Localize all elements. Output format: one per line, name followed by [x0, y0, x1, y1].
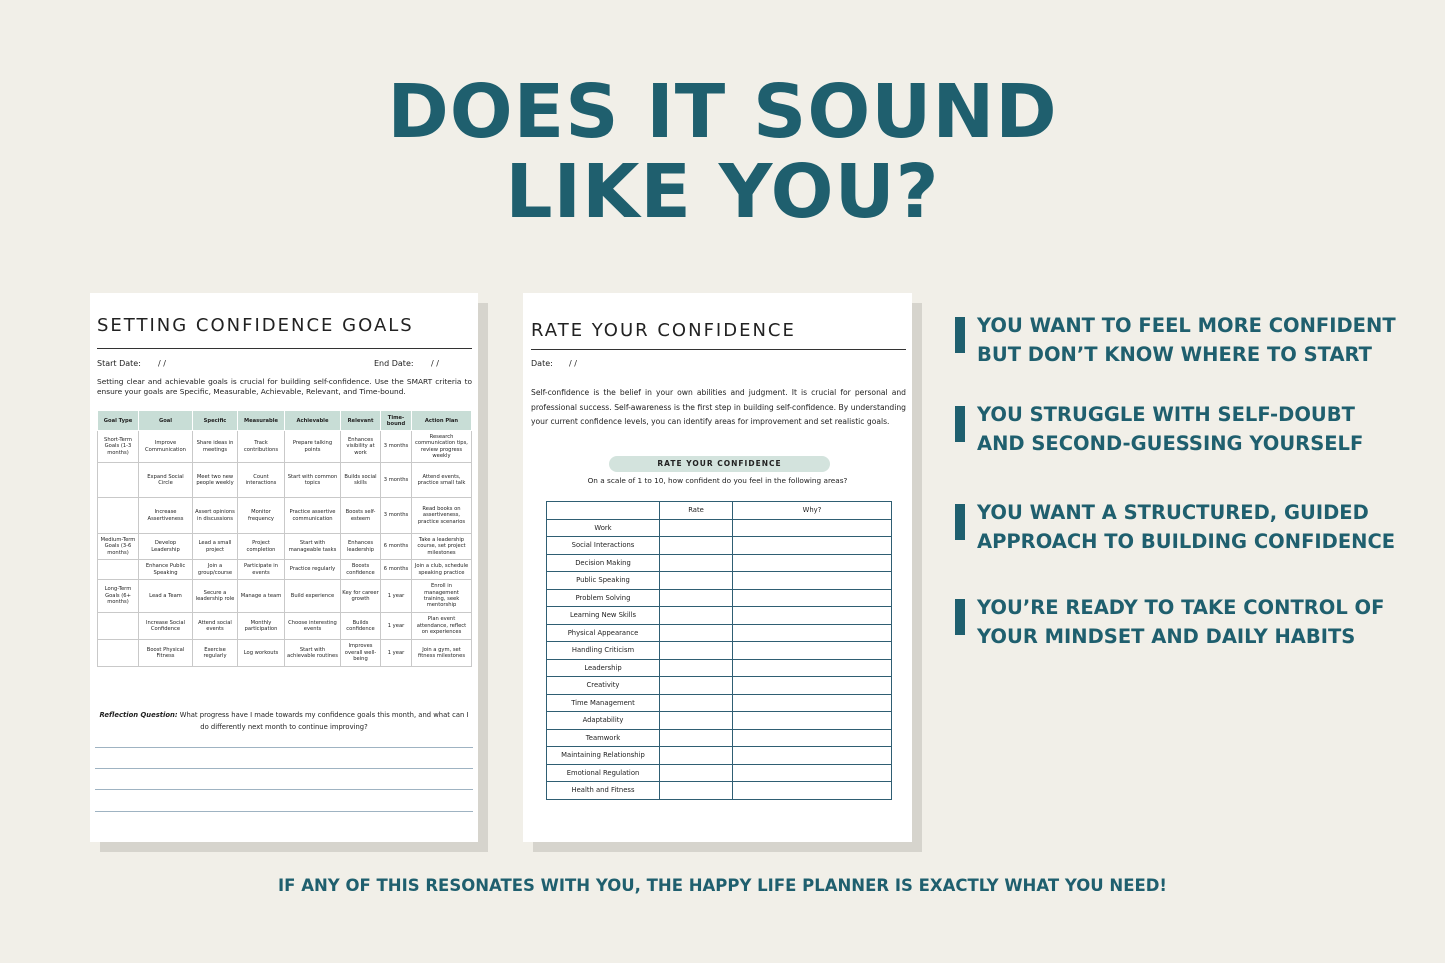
goals-column-header: Achievable [285, 411, 341, 431]
table-cell [98, 640, 139, 667]
table-cell: Builds confidence [341, 613, 381, 640]
table-cell: 3 months [381, 463, 412, 498]
table-row [547, 589, 892, 607]
table-cell: Choose interesting events [285, 613, 341, 640]
area-label: Problem Solving [547, 589, 660, 607]
table-row [547, 747, 892, 765]
table-cell: Log workouts [238, 640, 285, 667]
table-cell: Plan event attendance, reflect on experiences [412, 613, 472, 640]
rate-cell [660, 694, 733, 712]
rate-pill-heading: RATE YOUR CONFIDENCE [609, 456, 830, 472]
headline [0, 69, 1445, 235]
why-cell [733, 659, 892, 677]
table-cell: Short-Term Goals (1-3 months) [98, 431, 139, 463]
reflection-question [97, 709, 471, 733]
area-label: Decision Making [547, 554, 660, 572]
bullet-bar [955, 504, 965, 540]
table-cell: Secure a leadership role [193, 580, 238, 613]
area-label: Adaptability [547, 712, 660, 730]
table-row [547, 519, 892, 537]
why-cell [733, 554, 892, 572]
table-row [547, 712, 892, 730]
date-slashes: / / [569, 359, 577, 368]
why-cell [733, 782, 892, 800]
table-cell [98, 498, 139, 534]
table-cell: Build experience [285, 580, 341, 613]
end-date-slashes: / / [431, 359, 439, 368]
goals-worksheet-preview [90, 293, 478, 842]
writing-line [95, 789, 473, 790]
table-row [547, 659, 892, 677]
why-cell [733, 589, 892, 607]
area-label: Learning New Skills [547, 607, 660, 625]
rate-intro: Self-confidence is the belief in your own abilities and judgment. It is crucial for personal and professional success. Self-awareness is the first step in building self-confidence. By understanding your current confidence levels, you can identify areas for improvement and set realistic goals. [531, 388, 906, 426]
table-row [547, 782, 892, 800]
table-header-row [547, 502, 892, 520]
table-cell: 1 year [381, 580, 412, 613]
table-cell: Enhances visibility at work [341, 431, 381, 463]
writing-line [95, 811, 473, 812]
headline-line-1: DOES IT SOUND [387, 69, 1058, 155]
rate-cell [660, 554, 733, 572]
table-cell [98, 613, 139, 640]
table-cell: Join a gym, set fitness milestones [412, 640, 472, 667]
table-cell: Lead a small project [193, 534, 238, 560]
why-cell [733, 729, 892, 747]
table-cell: Develop Leadership [139, 534, 193, 560]
rate-cell [660, 712, 733, 730]
table-row [547, 607, 892, 625]
table-cell: Attend events, practice small talk [412, 463, 472, 498]
why-cell [733, 747, 892, 765]
table-cell: Boosts confidence [341, 560, 381, 580]
why-cell [733, 537, 892, 555]
table-cell: Improve Communication [139, 431, 193, 463]
table-cell: Project completion [238, 534, 285, 560]
why-cell [733, 712, 892, 730]
table-cell: Enroll in management training, seek mentorship [412, 580, 472, 613]
confidence-rating-table [546, 501, 892, 800]
why-cell [733, 607, 892, 625]
end-date-label: End Date: [374, 359, 414, 368]
table-row [98, 580, 472, 613]
rate-cell [660, 642, 733, 660]
title-divider [97, 348, 472, 349]
table-row [547, 764, 892, 782]
table-cell: Start with achievable routines [285, 640, 341, 667]
rate-cell [660, 729, 733, 747]
table-cell: Improves overall well-being [341, 640, 381, 667]
rate-cell [660, 519, 733, 537]
area-label: Time Management [547, 694, 660, 712]
goals-column-header: Action Plan [412, 411, 472, 431]
table-row [547, 624, 892, 642]
goals-column-header: Goal [139, 411, 193, 431]
writing-line [95, 747, 473, 748]
rate-cell [660, 659, 733, 677]
table-cell: Enhances leadership [341, 534, 381, 560]
table-cell: Meet two new people weekly [193, 463, 238, 498]
table-cell: Join a club, schedule speaking practice [412, 560, 472, 580]
headline-line-2: LIKE YOU? [505, 149, 940, 235]
smart-goals-table [97, 410, 472, 667]
table-cell: 3 months [381, 498, 412, 534]
rate-cell [660, 764, 733, 782]
start-date-label: Start Date: [97, 359, 141, 368]
table-cell: Exercise regularly [193, 640, 238, 667]
table-cell: Practice assertive communication [285, 498, 341, 534]
table-cell: Take a leadership course, set project milestones [412, 534, 472, 560]
area-label: Maintaining Relationship [547, 747, 660, 765]
table-cell: Track contributions [238, 431, 285, 463]
table-cell: Participate in events [238, 560, 285, 580]
reflection-text: What progress have I made towards my confidence goals this month, and what can I do differently next month to continue improving? [179, 711, 469, 731]
table-cell: Share ideas in meetings [193, 431, 238, 463]
area-label: Work [547, 519, 660, 537]
footer-tagline: IF ANY OF THIS RESONATES WITH YOU, THE HAPPY LIFE PLANNER IS EXACTLY WHAT YOU NEED! [278, 876, 1167, 895]
table-cell: 3 months [381, 431, 412, 463]
bullet-bar [955, 406, 965, 442]
area-header [547, 502, 660, 520]
why-header: Why? [733, 502, 892, 520]
rate-cell [660, 589, 733, 607]
table-cell: Long-Term Goals (6+ months) [98, 580, 139, 613]
table-cell: Monthly participation [238, 613, 285, 640]
writing-line [95, 768, 473, 769]
table-cell: Increase Assertiveness [139, 498, 193, 534]
table-cell: Assert opinions in discussions [193, 498, 238, 534]
goals-column-header: Goal Type [98, 411, 139, 431]
bullet-bar [955, 599, 965, 635]
area-label: Creativity [547, 677, 660, 695]
table-cell: Read books on assertiveness, practice scenarios [412, 498, 472, 534]
table-row [98, 431, 472, 463]
table-cell: Manage a team [238, 580, 285, 613]
why-cell [733, 642, 892, 660]
area-label: Leadership [547, 659, 660, 677]
table-cell: Start with manageable tasks [285, 534, 341, 560]
table-cell: 1 year [381, 640, 412, 667]
area-label: Teamwork [547, 729, 660, 747]
why-cell [733, 764, 892, 782]
table-cell: Monitor frequency [238, 498, 285, 534]
rate-cell [660, 782, 733, 800]
goals-column-header: Relevant [341, 411, 381, 431]
table-cell: Attend social events [193, 613, 238, 640]
table-cell: Count interactions [238, 463, 285, 498]
date-label: Date: [531, 359, 553, 368]
area-label: Public Speaking [547, 572, 660, 590]
table-cell: Enhance Public Speaking [139, 560, 193, 580]
rate-cell [660, 537, 733, 555]
table-row [547, 729, 892, 747]
rate-page-title: RATE YOUR CONFIDENCE [531, 320, 796, 341]
table-row [547, 694, 892, 712]
area-label: Health and Fitness [547, 782, 660, 800]
table-cell: Boosts self-esteem [341, 498, 381, 534]
bullet-bar [955, 317, 965, 353]
table-cell: Lead a Team [139, 580, 193, 613]
table-cell: Increase Social Confidence [139, 613, 193, 640]
table-row [547, 572, 892, 590]
rate-cell [660, 624, 733, 642]
table-cell: Research communication tips, review progress weekly [412, 431, 472, 463]
table-row [547, 554, 892, 572]
rate-cell [660, 677, 733, 695]
table-cell: Join a group/course [193, 560, 238, 580]
table-row [98, 613, 472, 640]
table-cell: 1 year [381, 613, 412, 640]
why-cell [733, 519, 892, 537]
table-cell: Medium-Term Goals (3-6 months) [98, 534, 139, 560]
table-row [547, 642, 892, 660]
goals-column-header: Specific [193, 411, 238, 431]
table-cell [98, 560, 139, 580]
bullet-text: YOU WANT TO FEEL MORE CONFIDENT BUT DON’T KNOW WHERE TO START [977, 314, 1396, 366]
start-date-slashes: / / [158, 359, 166, 368]
area-label: Physical Appearance [547, 624, 660, 642]
table-cell: 6 months [381, 534, 412, 560]
table-cell: Expand Social Circle [139, 463, 193, 498]
bullet-text: YOU’RE READY TO TAKE CONTROL OF YOUR MINDSET AND DAILY HABITS [977, 596, 1385, 648]
table-row [547, 537, 892, 555]
table-header-row [98, 411, 472, 431]
table-cell: Practice regularly [285, 560, 341, 580]
table-cell: Start with common topics [285, 463, 341, 498]
table-row [98, 463, 472, 498]
rate-cell [660, 572, 733, 590]
why-cell [733, 572, 892, 590]
area-label: Emotional Regulation [547, 764, 660, 782]
why-cell [733, 694, 892, 712]
goals-column-header: Time-bound [381, 411, 412, 431]
table-cell: 6 months [381, 560, 412, 580]
goals-intro: Setting clear and achievable goals is crucial for building self-confidence. Use the SMART criteria to ensure your goals are Specific, Measurable, Achievable, Relevant, and Time-bound. [97, 377, 472, 397]
area-label: Social Interactions [547, 537, 660, 555]
rate-question: On a scale of 1 to 10, how confident do you feel in the following areas? [587, 476, 848, 485]
bullet-text: YOU WANT A STRUCTURED, GUIDED APPROACH TO BUILDING CONFIDENCE [977, 501, 1396, 553]
why-cell [733, 624, 892, 642]
table-cell [98, 463, 139, 498]
reflection-label: Reflection Question: [99, 711, 178, 719]
rate-worksheet-preview [523, 293, 912, 842]
table-cell: Key for career growth [341, 580, 381, 613]
table-row [98, 498, 472, 534]
table-row [98, 534, 472, 560]
table-row [98, 640, 472, 667]
table-cell: Prepare talking points [285, 431, 341, 463]
goals-column-header: Measurable [238, 411, 285, 431]
rate-cell [660, 607, 733, 625]
bullet-text: YOU STRUGGLE WITH SELF-DOUBT AND SECOND-GUESSING YOURSELF [977, 403, 1364, 455]
why-cell [733, 677, 892, 695]
goals-page-title: SETTING CONFIDENCE GOALS [97, 315, 414, 336]
table-cell: Boost Physical Fitness [139, 640, 193, 667]
rate-header: Rate [660, 502, 733, 520]
table-row [98, 560, 472, 580]
area-label: Handling Criticism [547, 642, 660, 660]
rate-cell [660, 747, 733, 765]
title-divider [531, 349, 906, 350]
table-row [547, 677, 892, 695]
table-cell: Builds social skills [341, 463, 381, 498]
